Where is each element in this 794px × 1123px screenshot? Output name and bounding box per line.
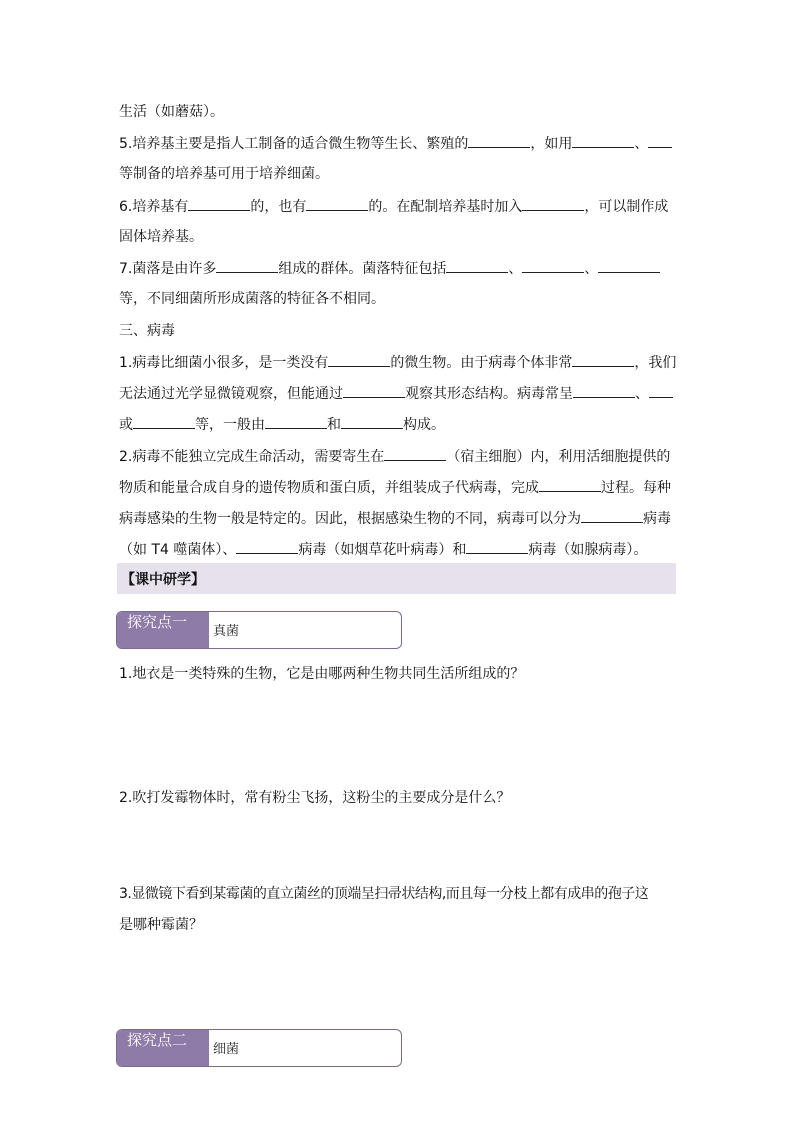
section-title: 【课中研学】 xyxy=(121,572,205,588)
answer-blank[interactable] xyxy=(468,133,530,148)
answer-blank[interactable] xyxy=(446,258,508,273)
fill-question-6: 6.培养基有 的，也有 的。在配制培养基时加入 ，可以制作成 xyxy=(119,196,679,217)
answer-blank[interactable] xyxy=(539,477,601,492)
section-header xyxy=(117,563,676,594)
text-line: （如 T4 噬菌体）、 病毒（如烟草花叶病毒）和 病毒（如腺病毒）。 xyxy=(119,539,679,560)
explore-point-head: 探究点一 xyxy=(117,612,209,648)
question-1: 1.地衣是一类特殊的生物，它是由哪两种生物共同生活所组成的？ xyxy=(119,666,525,682)
answer-blank[interactable] xyxy=(216,258,278,273)
text-line: 物质和能量合成自身的遗传物质和蛋白质，并组装成子代病毒，完成 过程。每种 xyxy=(119,477,679,498)
text-line: 无法通过光学显微镜观察，但能通过 观察其形态结构。病毒常呈 、 xyxy=(119,383,679,404)
text-line: 或 等，一般由 和 构成。 xyxy=(119,414,679,435)
answer-blank[interactable] xyxy=(306,196,368,211)
answer-blank[interactable] xyxy=(328,352,390,367)
explore-point-topic: 细菌 xyxy=(213,1042,240,1057)
answer-blank[interactable] xyxy=(581,508,643,523)
fill-question-5: 5.培养基主要是指人工制备的适合微生物等生长、繁殖的 ，如用 、 xyxy=(119,133,679,154)
text-line: 生活（如蘑菇）。 xyxy=(119,104,224,120)
answer-blank[interactable] xyxy=(236,539,298,554)
answer-blank[interactable] xyxy=(341,414,403,429)
answer-blank[interactable] xyxy=(133,414,195,429)
answer-blank[interactable] xyxy=(343,383,405,398)
heading-virus: 三、病毒 xyxy=(119,323,175,339)
question-2: 2.吹打发霉物体时，常有粉尘飞扬，这粉尘的主要成分是什么？ xyxy=(119,790,511,806)
answer-blank[interactable] xyxy=(265,414,327,429)
answer-blank[interactable] xyxy=(466,539,528,554)
fill-question-virus-1: 1.病毒比细菌小很多，是一类没有 的微生物。由于病毒个体非常 ，我们 xyxy=(119,352,679,373)
text-line: 病毒感染的生物一般是特定的。因此，根据感染生物的不同，病毒可以分为 病毒 xyxy=(119,508,679,529)
fill-question-virus-2: 2.病毒不能独立完成生命活动，需要寄生在 （宿主细胞）内，利用活细胞提供的 xyxy=(119,446,679,467)
answer-blank[interactable] xyxy=(522,196,584,211)
text-line: 是哪种霉菌？ xyxy=(119,917,203,933)
text-line: 等，不同细菌所形成菌落的特征各不相同。 xyxy=(119,291,385,307)
fill-question-7: 7.菌落是由许多 组成的群体。菌落特征包括 、 、 xyxy=(119,258,679,279)
answer-blank[interactable] xyxy=(648,133,672,148)
answer-blank[interactable] xyxy=(649,383,673,398)
answer-blank[interactable] xyxy=(573,383,635,398)
explore-point-2 xyxy=(116,1029,402,1067)
answer-blank[interactable] xyxy=(384,446,446,461)
answer-blank[interactable] xyxy=(572,352,634,367)
explore-point-1 xyxy=(116,611,402,649)
text-line: 固体培养基。 xyxy=(119,229,203,245)
answer-blank[interactable] xyxy=(598,258,660,273)
explore-point-head: 探究点二 xyxy=(117,1030,209,1066)
question-3: 3.显微镜下看到某霉菌的直立菌丝的顶端呈扫帚状结构,而且每一分枝上都有成串的孢子这 xyxy=(119,886,649,902)
text-line: 等制备的培养基可用于培养细菌。 xyxy=(119,166,329,182)
answer-blank[interactable] xyxy=(522,258,584,273)
answer-blank[interactable] xyxy=(572,133,634,148)
answer-blank[interactable] xyxy=(188,196,250,211)
explore-point-topic: 真菌 xyxy=(213,624,240,639)
